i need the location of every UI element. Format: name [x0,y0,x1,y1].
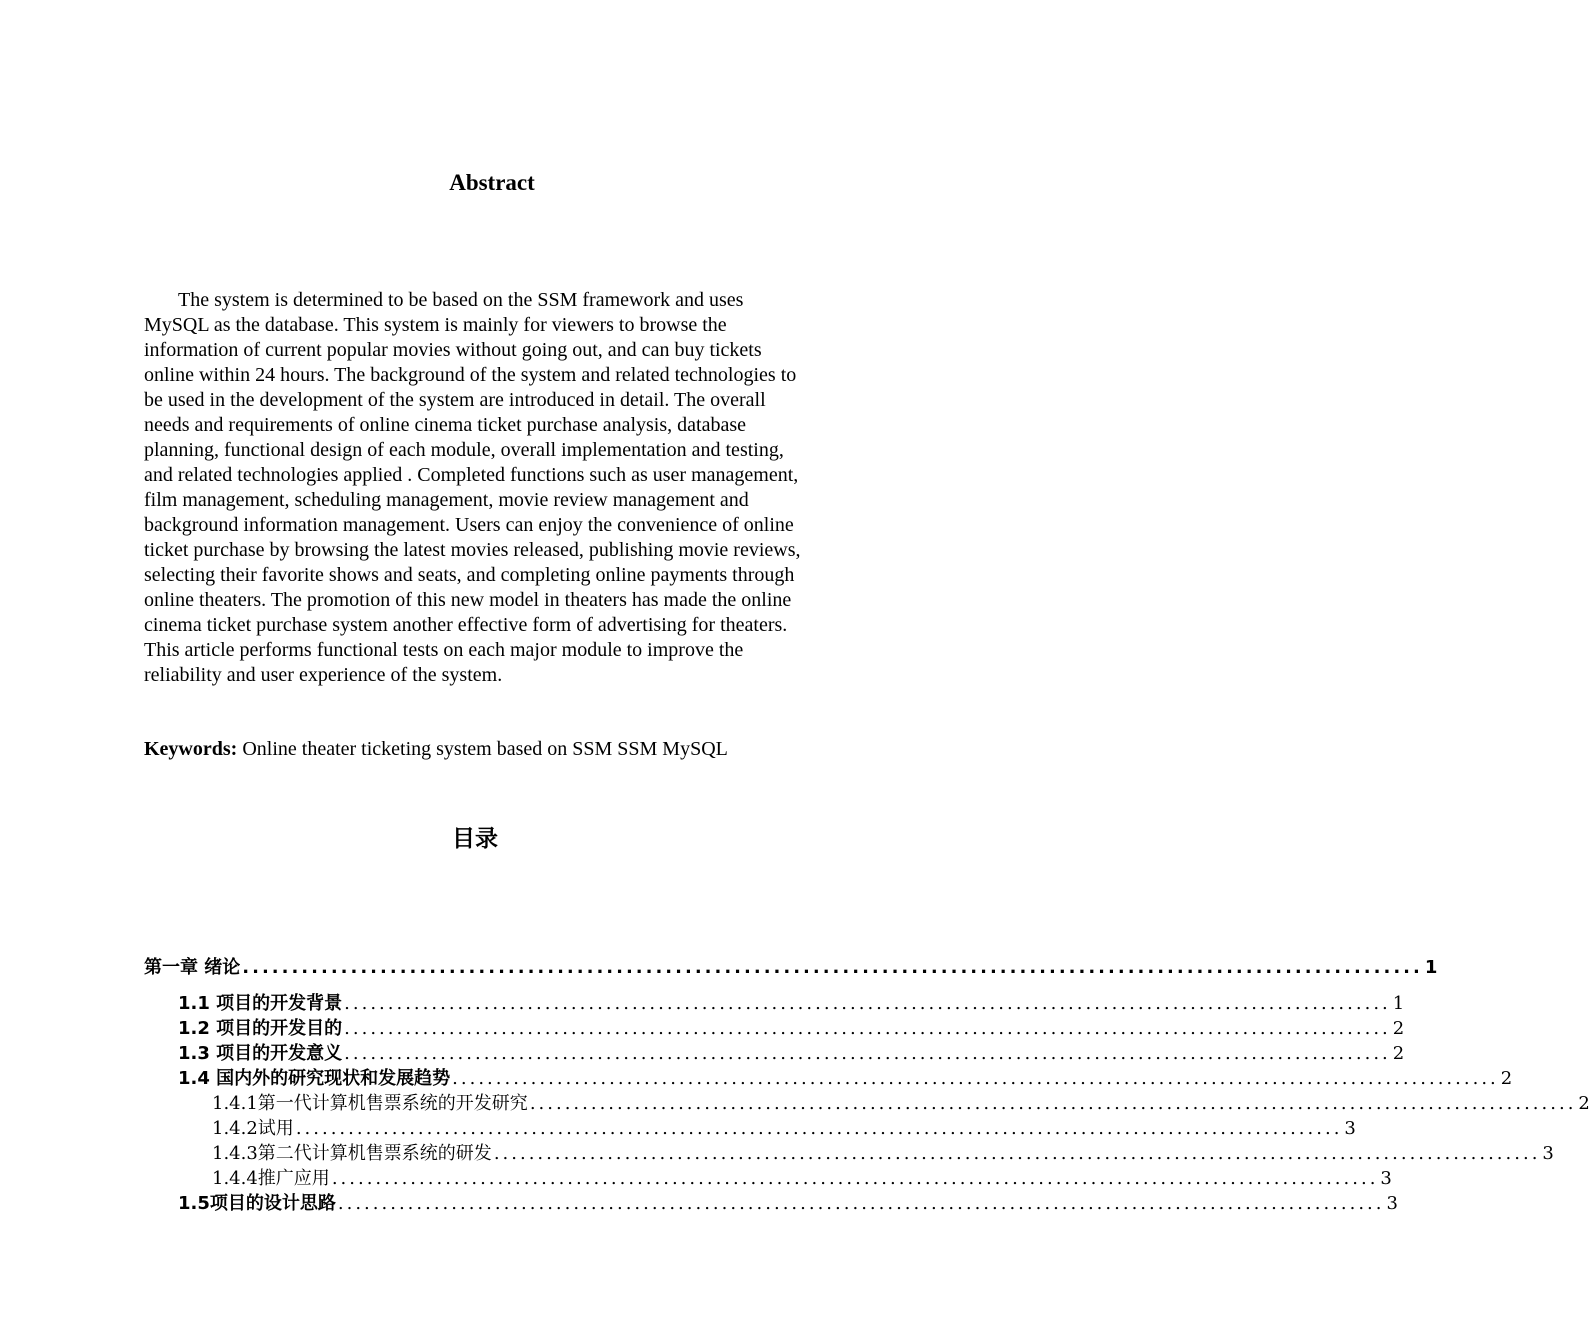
toc-entry-page: 2 [1578,1093,1590,1114]
toc-leader: ........................................................................................................................ [344,993,1391,1014]
keywords-line [144,737,844,762]
toc-leader: ........................................................................................................................ [529,1093,1577,1114]
toc-entry-title: 第一章 绪论 [144,957,241,978]
toc-entry-1-3[interactable] [178,1041,1405,1066]
toc-entry-page: 3 [1386,1193,1398,1214]
toc-leader: ........................................................................................................................ [242,957,1423,978]
toc-leader: ........................................................................................................................ [344,1018,1391,1039]
toc-entry-1-5[interactable] [178,1191,1398,1216]
toc-leader: ........................................................................................................................ [295,1118,1343,1139]
toc-entry-page: 3 [1380,1168,1392,1189]
toc-title: 目录 [452,826,498,852]
toc-entry-page: 1 [1424,957,1438,978]
toc-entry-title: 1.4.2试用 [212,1118,294,1139]
toc-entry-page: 3 [1542,1143,1554,1164]
toc-entry-title: 1.2 项目的开发目的 [178,1018,343,1039]
toc-entry-page: 2 [1392,1043,1405,1064]
toc-entry-page: 3 [1344,1118,1356,1139]
abstract-title: Abstract [449,170,535,195]
abstract-text: The system is determined to be based on the SSM framework and uses MySQL as the database. This system is mainly for viewers to browse the information of current popular movies without going out, and can buy tickets online within 24 hours. The background of the system and related technologies to be used in the development of the system are introduced in detail. The overall needs and requirements of online cinema ticket purchase analysis, database planning, functional design of each module, overall implementation and testing, and related technologies applied . Completed functions such as user management, film management, scheduling management, movie review management and background information management. Users can enjoy the convenience of online ticket purchase by browsing the latest movies released, publishing movie reviews, selecting their favorite shows and seats, and completing online payments through online theaters. The promotion of this new model in theaters has made the online cinema ticket purchase system another effective form of advertising for theaters. This article performs functional tests on each major module to improve the reliability and user experience of the system. [144,289,801,686]
toc-entry-1-4-4[interactable] [212,1166,1392,1191]
toc-entry-title: 1.3 项目的开发意义 [178,1043,343,1064]
toc-entry-page: 1 [1392,993,1405,1014]
toc-entry-1-4[interactable] [178,1066,1513,1091]
toc-entry-title: 1.4 国内外的研究现状和发展趋势 [178,1068,451,1089]
toc-entry-title: 1.5项目的设计思路 [178,1193,336,1214]
toc-leader: ........................................................................................................................ [493,1143,1541,1164]
toc-entry-1-4-3[interactable] [212,1141,1554,1166]
abstract-body [144,288,810,688]
toc-entry-page: 2 [1392,1018,1405,1039]
toc-entry-title: 1.4.3第二代计算机售票系统的研发 [212,1143,492,1164]
toc-entry-title: 1.1 项目的开发背景 [178,993,343,1014]
toc-leader: ........................................................................................................................ [344,1043,1391,1064]
keywords-text: Online theater ticketing system based on SSM SSM MySQL [237,738,728,760]
toc-leader: ........................................................................................................................ [337,1193,1385,1214]
toc-entry-1-2[interactable] [178,1016,1405,1041]
toc-leader: ........................................................................................................................ [331,1168,1379,1189]
toc-entry-1-4-2[interactable] [212,1116,1356,1141]
toc-entry-1-1[interactable] [178,991,1405,1016]
toc-entry-1-4-1[interactable] [212,1091,1590,1116]
toc-entry-title: 1.4.1第一代计算机售票系统的开发研究 [212,1093,528,1114]
keywords-label: Keywords: [144,738,238,760]
toc-entry-chapter-1[interactable] [144,955,1438,980]
toc-entry-title: 1.4.4推广应用 [212,1168,330,1189]
toc-leader: ........................................................................................................................ [452,1068,1499,1089]
toc-entry-page: 2 [1500,1068,1513,1089]
